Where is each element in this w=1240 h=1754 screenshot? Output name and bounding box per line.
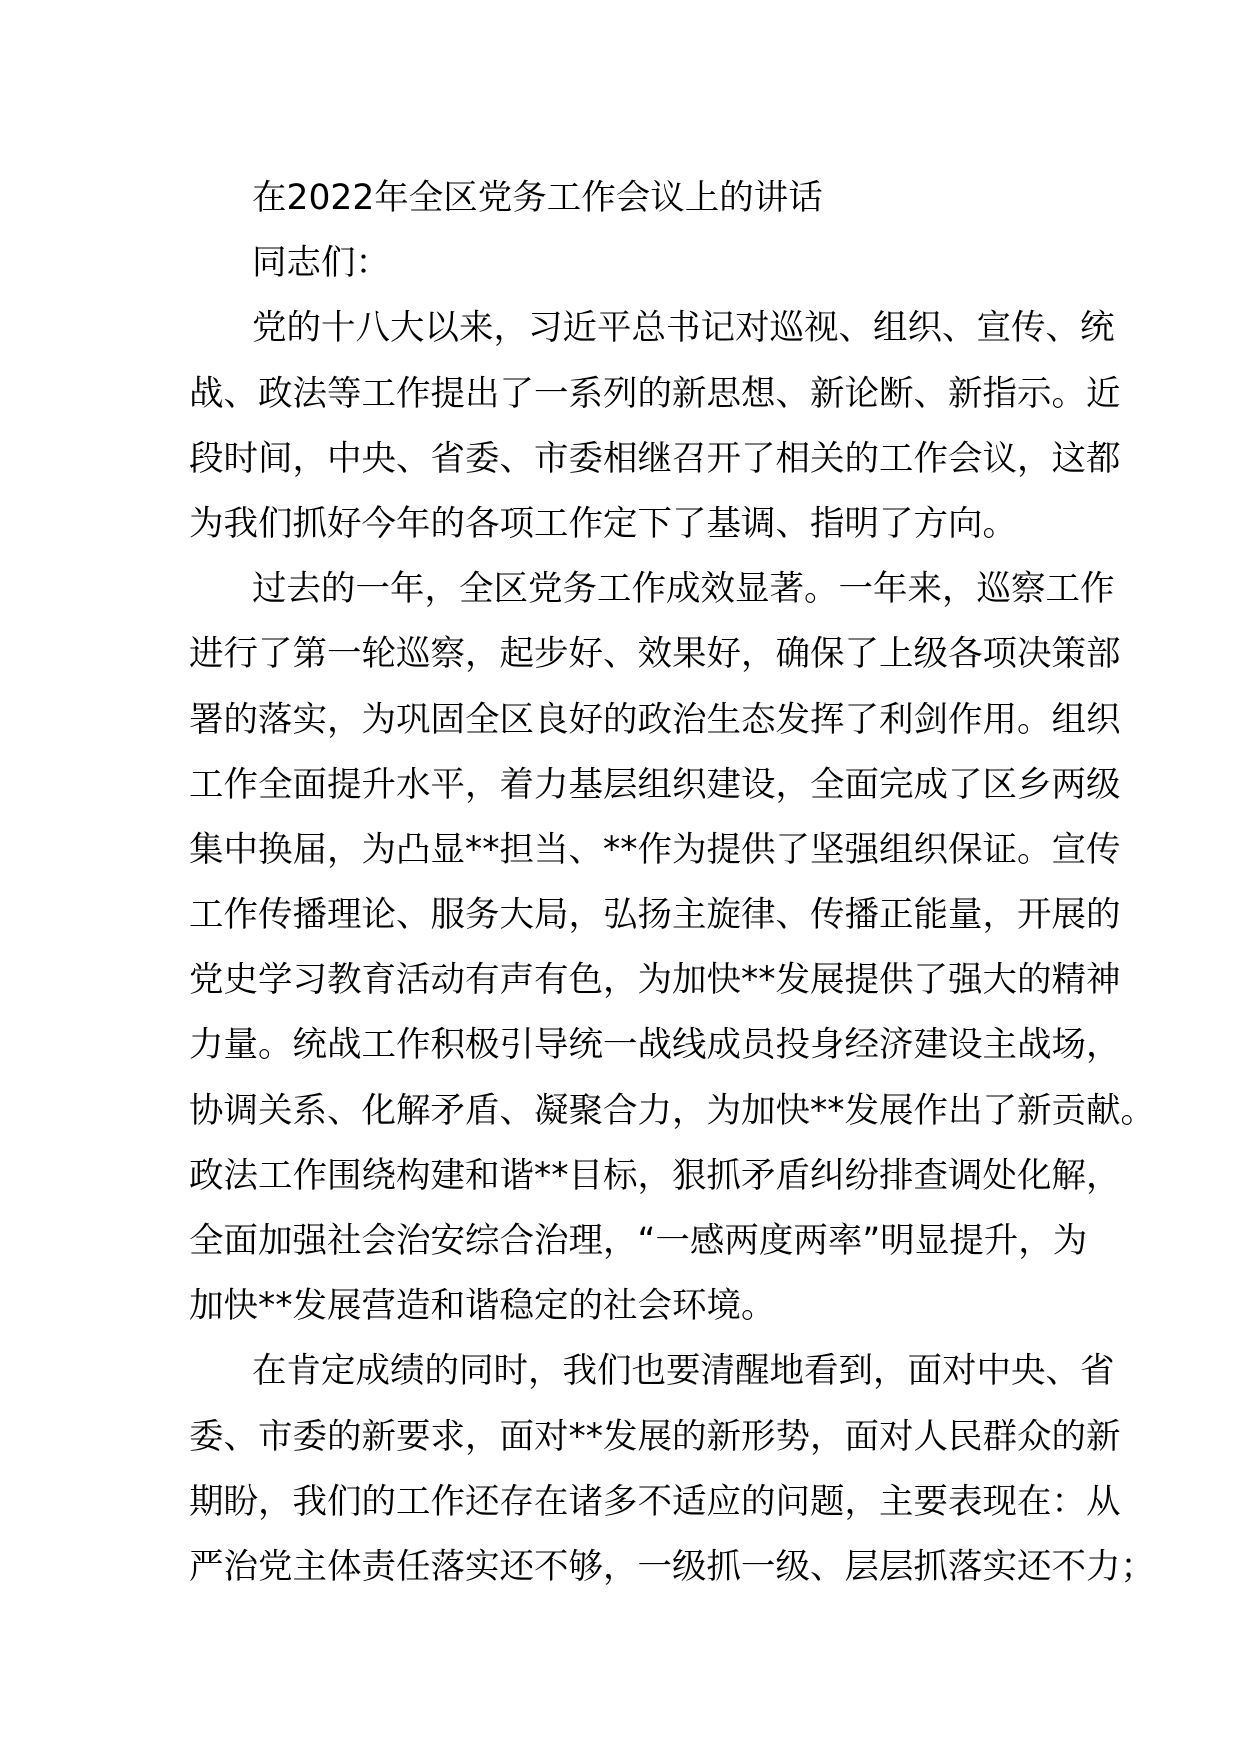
text-line: 工作传播理论、服务大局，弘扬主旋律、传播正能量，开展的 (189, 895, 1121, 936)
text-line: 期盼，我们的工作还存在诸多不适应的问题，主要表现在：从 (189, 1481, 1121, 1522)
text-line: 力量。统战工作积极引导统一战线成员投身经济建设主战场， (189, 1025, 1121, 1066)
text-line: 加快**发展营造和谐稳定的社会环境。 (189, 1286, 776, 1327)
text-line: 严治党主体责任落实还不够，一级抓一级、层层抓落实还不力； (189, 1546, 1155, 1587)
text-line: 为我们抓好今年的各项工作定下了基调、指明了方向。 (189, 503, 1017, 544)
text-line: 党史学习教育活动有声有色，为加快**发展提供了强大的精神 (189, 960, 1121, 1001)
text-line: 战、政法等工作提出了一系列的新思想、新论断、新指示。近 (189, 373, 1121, 414)
text-line: 集中换届，为凸显**担当、**作为提供了坚强组织保证。宣传 (189, 829, 1121, 870)
document-title: 在2022年全区党务工作会议上的讲话 (252, 178, 823, 218)
document-body (189, 176, 1155, 1610)
text-line: 署的落实，为巩固全区良好的政治生态发挥了利剑作用。组织 (189, 699, 1121, 740)
text-line: 委、市委的新要求，面对**发展的新形势，面对人民群众的新 (189, 1416, 1121, 1457)
text-line: 过去的一年，全区党务工作成效显著。一年来，巡察工作 (252, 569, 1115, 610)
text-line: 进行了第一轮巡察，起步好、效果好，确保了上级各项决策部 (189, 634, 1121, 675)
text-line: 党的十八大以来，习近平总书记对巡视、组织、宣传、统 (252, 308, 1115, 349)
text-line: 段时间，中央、省委、市委相继召开了相关的工作会议，这都 (189, 438, 1121, 479)
text-line: 政法工作围绕构建和谐**目标，狠抓矛盾纠纷排查调处化解， (189, 1155, 1121, 1196)
paragraph (189, 306, 1121, 567)
salutation: 同志们： (252, 243, 390, 284)
text-line: 全面加强社会治安综合治理，“一感两度两率”明显提升，为 (189, 1221, 1088, 1261)
text-line: 协调关系、化解矛盾、凝聚合力，为加快**发展作出了新贡献。 (189, 1090, 1155, 1131)
paragraph (189, 1349, 1155, 1610)
text-line: 在肯定成绩的同时，我们也要清醒地看到，面对中央、省 (252, 1351, 1115, 1392)
text-line: 工作全面提升水平，着力基层组织建设，全面完成了区乡两级 (189, 764, 1121, 805)
paragraph (189, 567, 1155, 1349)
